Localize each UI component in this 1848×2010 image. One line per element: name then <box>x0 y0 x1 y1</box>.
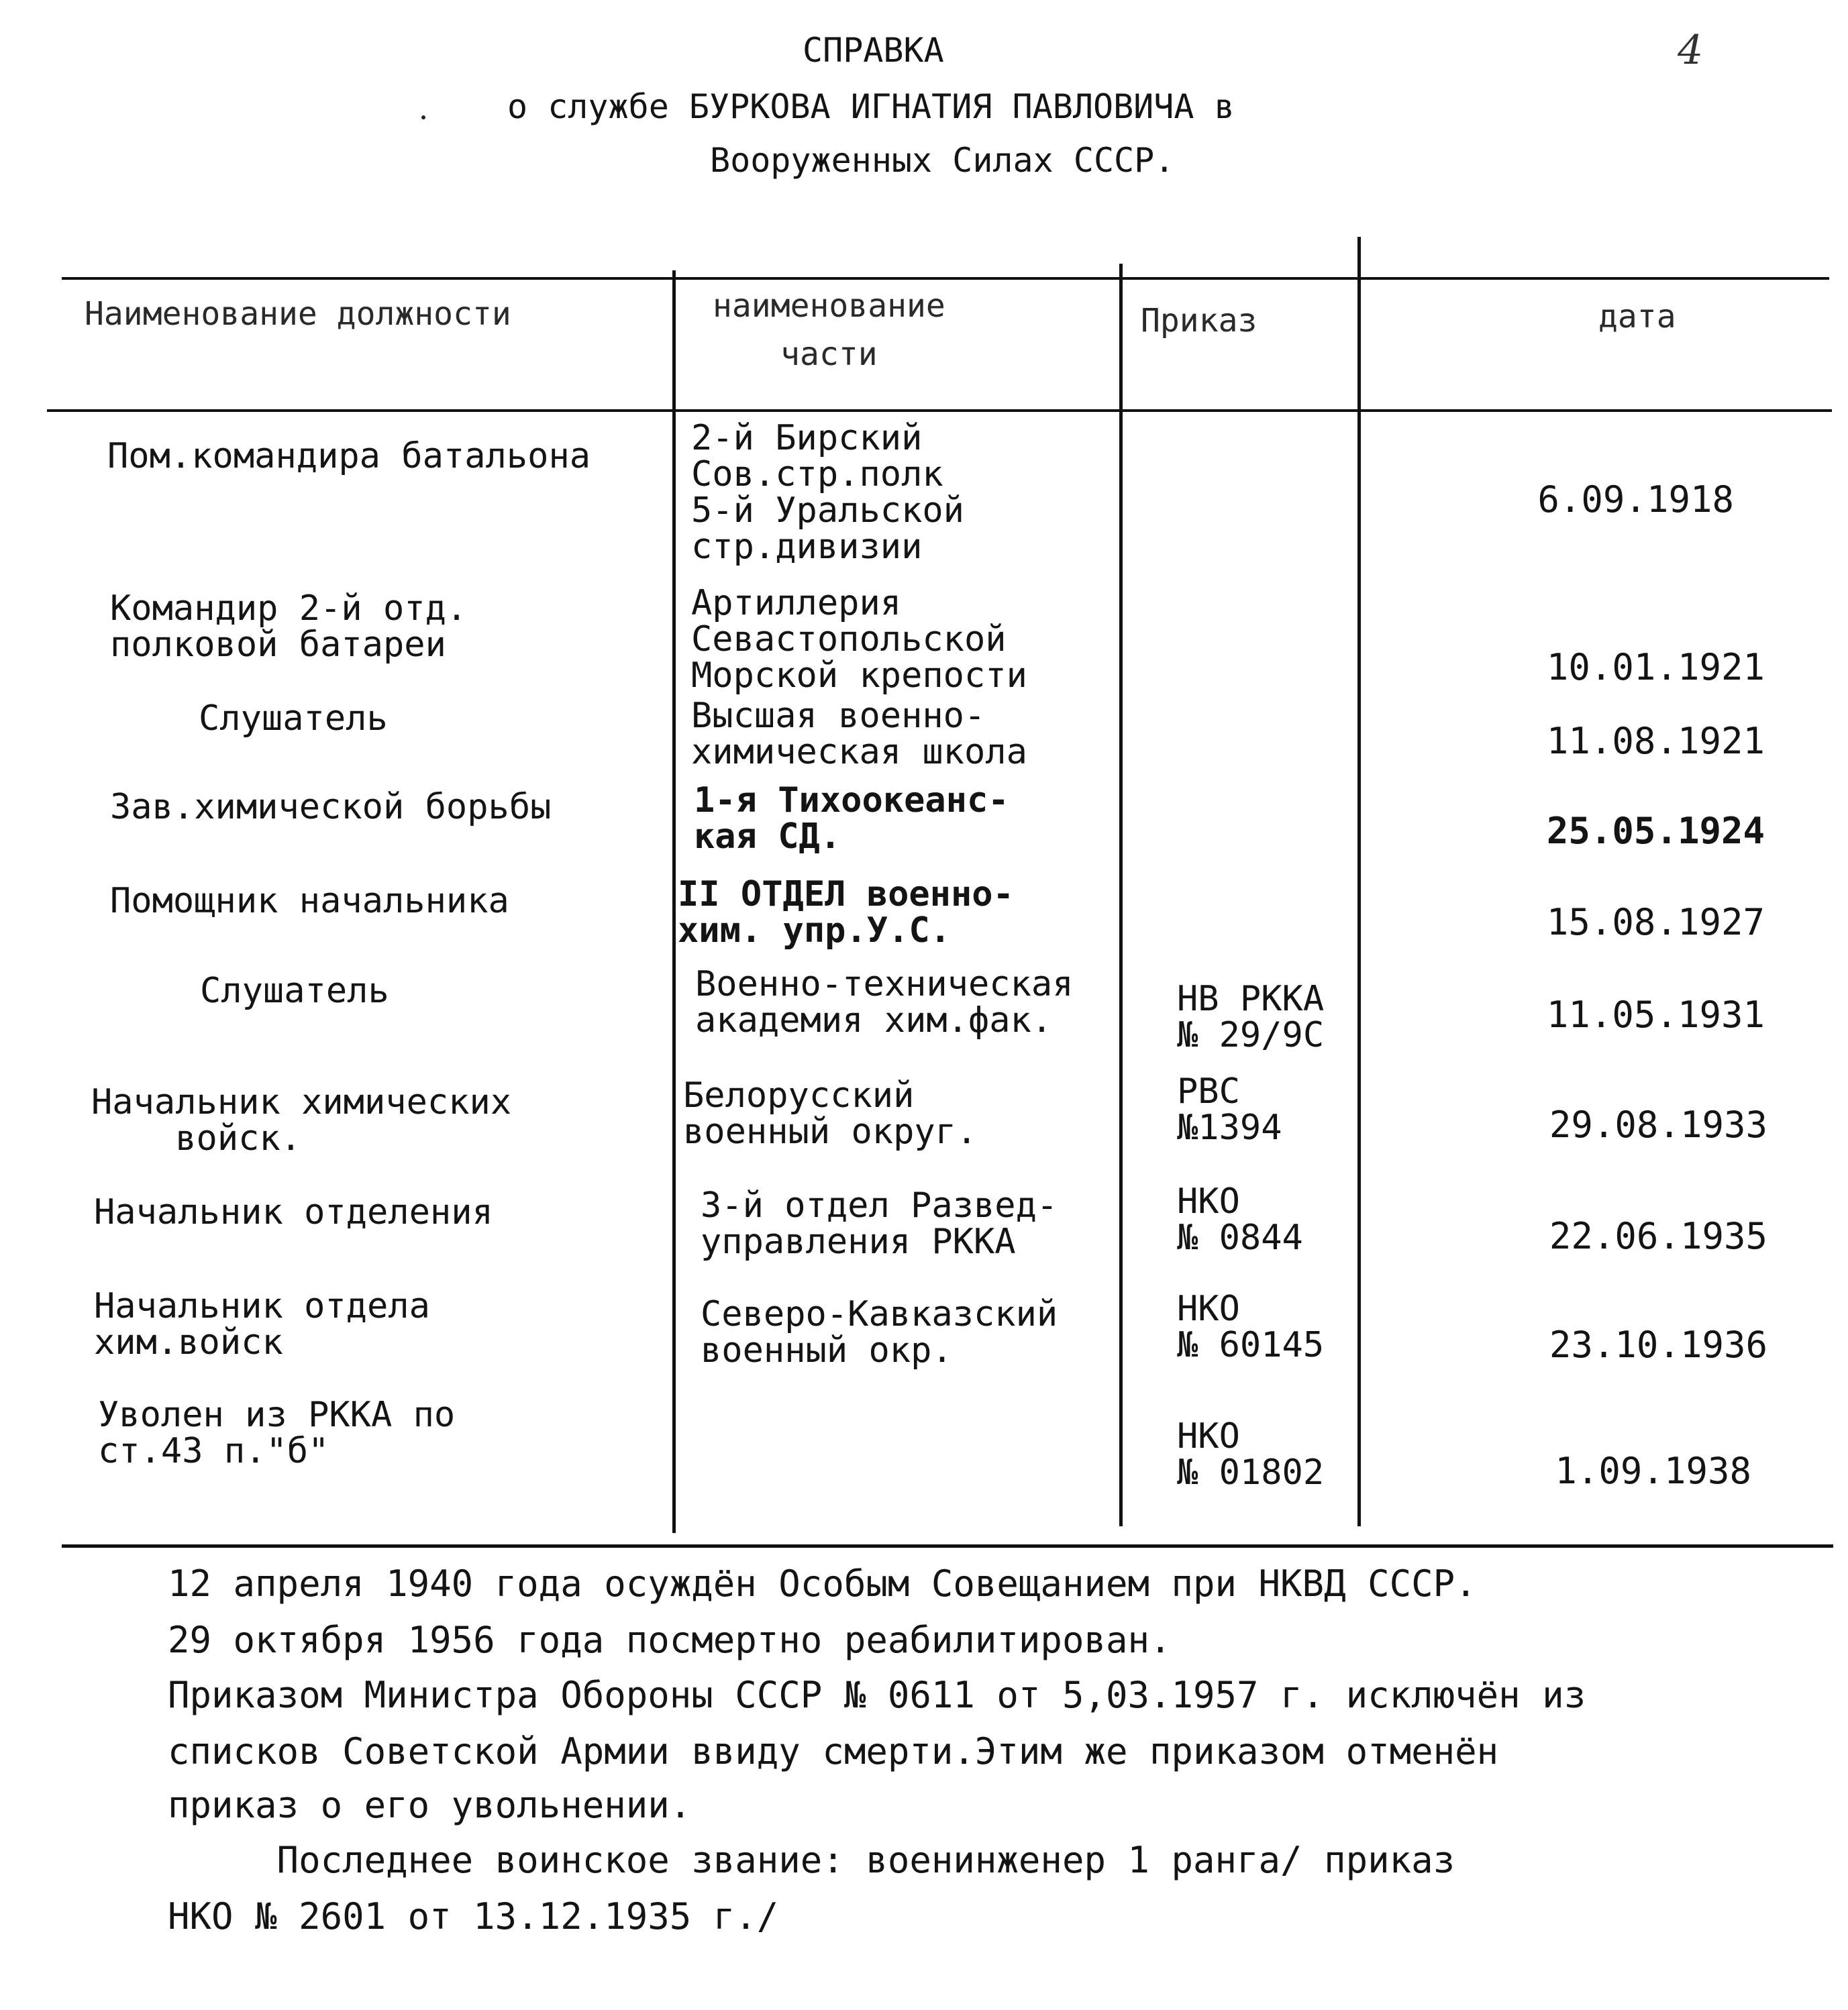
row-6-unit: Военно-техническая академия хим.фак. <box>695 964 1074 1041</box>
row-6-position: Слушатель <box>200 971 389 1011</box>
column-header-date: дата <box>1598 298 1676 335</box>
row-8-date: 22.06.1935 <box>1549 1215 1767 1257</box>
column-divider-3 <box>1357 237 1361 1526</box>
footer-line-2: 29 октября 1956 года посмертно реабилитирован. <box>168 1619 1172 1661</box>
row-8-position: Начальник отделения <box>94 1192 493 1232</box>
table-header-rule <box>47 409 1832 412</box>
row-1-unit: 2-й Бирский Сов.стр.полк 5-й Уральской стр.дивизии <box>691 418 964 567</box>
row-1-date: 6.09.1918 <box>1537 478 1734 521</box>
column-divider-1 <box>672 270 676 1533</box>
row-5-position: Помощник начальника <box>110 881 509 921</box>
table-top-rule <box>62 277 1829 280</box>
row-1-position: Пом.командира батальона <box>107 436 591 476</box>
row-7-date: 29.08.1933 <box>1549 1104 1767 1146</box>
row-3-position: Слушатель <box>199 698 388 739</box>
row-7-order: РВС №1394 <box>1177 1071 1282 1148</box>
row-2-date: 10.01.1921 <box>1546 646 1765 688</box>
footer-line-5: приказ о его увольнении. <box>168 1784 692 1826</box>
row-4-date: 25.05.1924 <box>1546 810 1765 852</box>
row-7-unit: Белорусский военный округ. <box>683 1075 978 1152</box>
row-4-position: Зав.химической борьбы <box>110 787 552 827</box>
column-header-order: Приказ <box>1141 302 1257 339</box>
row-10-position: Уволен из РККА по ст.43 п."б" <box>98 1395 456 1471</box>
column-divider-2 <box>1119 264 1123 1526</box>
document-subtitle-line1: о службе БУРКОВА ИГНАТИЯ ПАВЛОВИЧА в <box>507 87 1235 126</box>
footer-line-4: списков Советской Армии ввиду смерти.Этим же приказом отменён <box>168 1730 1499 1773</box>
footer-line-6: Последнее воинское звание: военинженер 1 ранга/ приказ <box>168 1839 1455 1881</box>
row-6-date: 11.05.1931 <box>1546 994 1765 1036</box>
row-10-date: 1.09.1938 <box>1555 1450 1751 1492</box>
row-4-unit: 1-я Тихоокеанс- кая СД. <box>694 780 1009 857</box>
row-10-order: НКО № 01802 <box>1177 1416 1325 1493</box>
table-bottom-rule <box>62 1544 1833 1548</box>
row-9-unit: Северо-Кавказский военный окр. <box>701 1294 1058 1371</box>
row-2-unit: Артиллерия Севастопольской Морской крепости <box>691 583 1027 696</box>
row-9-order: НКО № 60145 <box>1177 1289 1325 1365</box>
document-title: СПРАВКА <box>803 31 944 70</box>
row-9-date: 23.10.1936 <box>1549 1324 1767 1366</box>
row-9-position: Начальник отдела хим.войск <box>94 1286 430 1363</box>
page-mark: 4 <box>1678 27 1704 74</box>
footer-line-1: 12 апреля 1940 года осуждён Особым Совещанием при НКВД СССР. <box>168 1563 1477 1605</box>
column-header-unit: наименование части <box>713 287 945 373</box>
footer-line-3: Приказом Министра Обороны СССР № 0611 от 5,03.1957 г. исключён из <box>168 1674 1586 1716</box>
row-5-unit: II ОТДЕЛ военно- хим. упр.У.С. <box>678 874 1014 951</box>
column-header-position: Наименование должности <box>85 295 511 333</box>
punch-dot <box>421 115 425 119</box>
row-5-date: 15.08.1927 <box>1546 901 1765 943</box>
row-2-position: Командир 2-й отд. полковой батареи <box>110 588 468 665</box>
row-8-order: НКО № 0844 <box>1177 1181 1303 1258</box>
row-3-unit: Высшая военно- химическая школа <box>691 696 1027 772</box>
row-8-unit: 3-й отдел Развед- управления РККА <box>701 1185 1058 1262</box>
row-6-order: НВ РККА № 29/9С <box>1177 979 1325 1055</box>
footer-line-7: НКО № 2601 от 13.12.1935 г./ <box>168 1895 779 1938</box>
row-3-date: 11.08.1921 <box>1546 720 1765 762</box>
row-7-position: Начальник химических войск. <box>91 1082 512 1159</box>
document-subtitle-line2: Вооруженных Силах СССР. <box>710 141 1175 180</box>
